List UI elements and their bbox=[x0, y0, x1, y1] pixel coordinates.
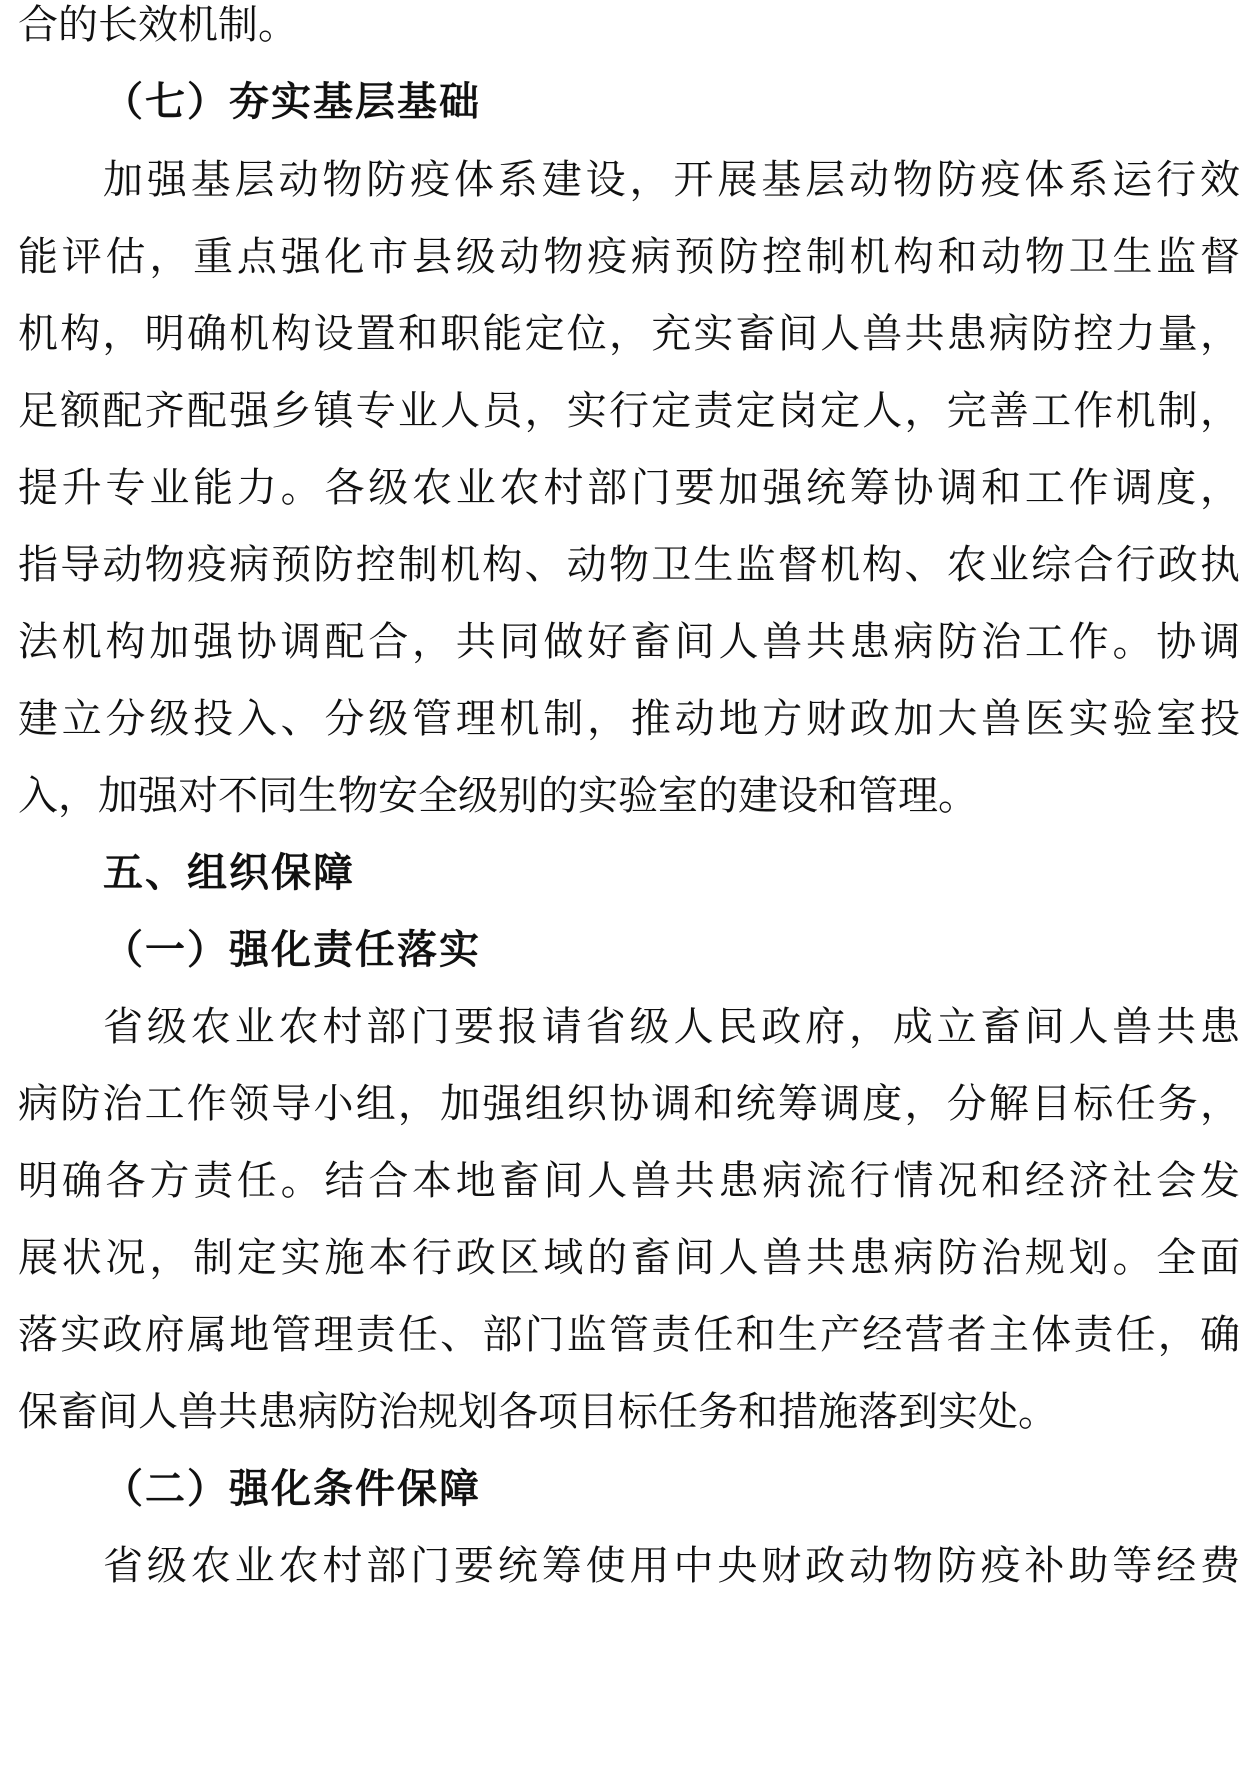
text-line: 法机构加强协调配合，共同做好畜间人兽共患病防治工作。协调 bbox=[18, 619, 1240, 665]
text-line: 足额配齐配强乡镇专业人员，实行定责定岗定人，完善工作机制， bbox=[18, 388, 1240, 434]
text-line: 省级农业农村部门要报请省级人民政府，成立畜间人兽共患 bbox=[103, 1004, 1240, 1050]
text-line: 机构，明确机构设置和职能定位，充实畜间人兽共患病防控力量， bbox=[18, 311, 1240, 357]
text-line: 指导动物疫病预防控制机构、动物卫生监督机构、农业综合行政执 bbox=[18, 542, 1240, 588]
text-line: 省级农业农村部门要统筹使用中央财政动物防疫补助等经费 bbox=[103, 1543, 1240, 1589]
chapter-heading: 五、组织保障 bbox=[103, 850, 355, 896]
text-line: 能评估，重点强化市县级动物疫病预防控制机构和动物卫生监督 bbox=[18, 234, 1240, 280]
text-line: 保畜间人兽共患病防治规划各项目标任务和措施落到实处。 bbox=[18, 1389, 1058, 1435]
text-line: 提升专业能力。各级农业农村部门要加强统筹协调和工作调度， bbox=[18, 465, 1240, 511]
text-line: 展状况，制定实施本行政区域的畜间人兽共患病防治规划。全面 bbox=[18, 1235, 1240, 1281]
text-line: 加强基层动物防疫体系建设，开展基层动物防疫体系运行效 bbox=[103, 157, 1240, 203]
text-line: 病防治工作领导小组，加强组织协调和统筹调度，分解目标任务， bbox=[18, 1081, 1240, 1127]
section-heading: （七）夯实基层基础 bbox=[103, 79, 481, 125]
text-line: 明确各方责任。结合本地畜间人兽共患病流行情况和经济社会发 bbox=[18, 1158, 1240, 1204]
text-line: 落实政府属地管理责任、部门监管责任和生产经营者主体责任，确 bbox=[18, 1312, 1240, 1358]
text-line: 建立分级投入、分级管理机制，推动地方财政加大兽医实验室投 bbox=[18, 696, 1240, 742]
section-heading: （一）强化责任落实 bbox=[103, 927, 481, 973]
text-line: 合的长效机制。 bbox=[18, 2, 298, 48]
text-line: 入，加强对不同生物安全级别的实验室的建设和管理。 bbox=[18, 773, 978, 819]
section-heading: （二）强化条件保障 bbox=[103, 1466, 481, 1512]
